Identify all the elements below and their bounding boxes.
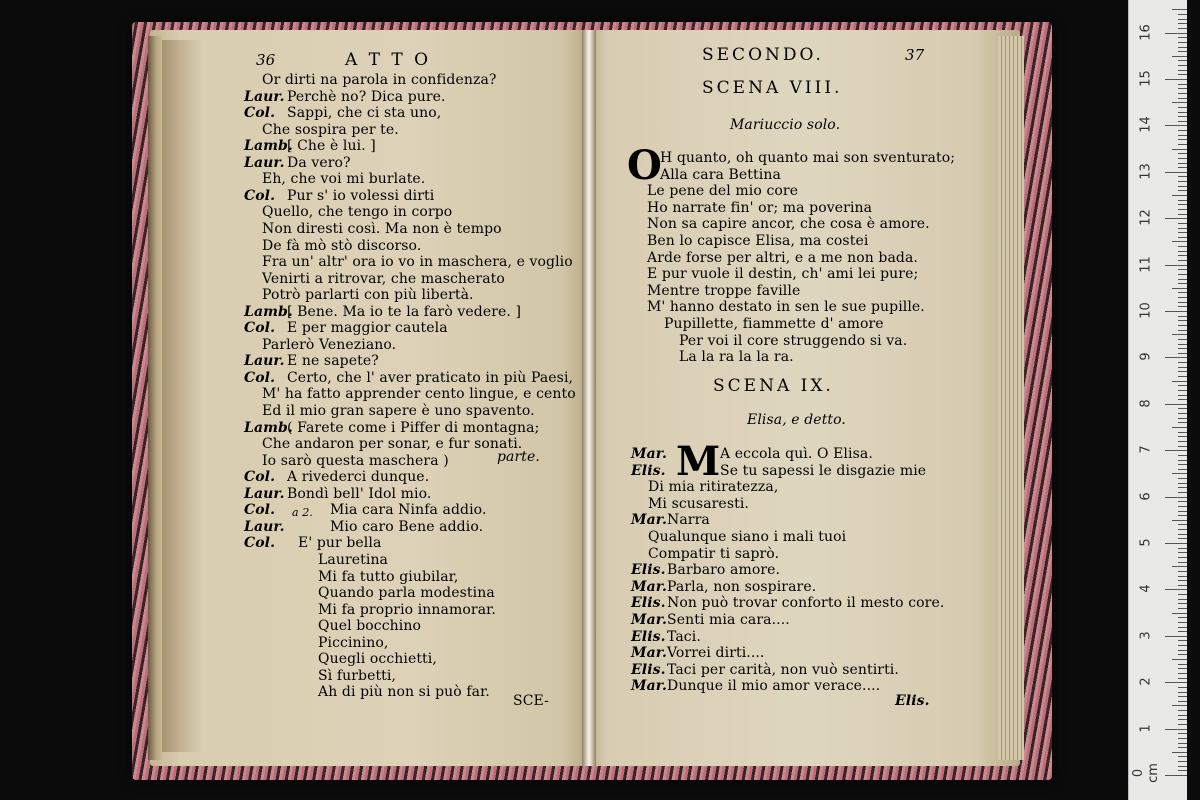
left-running-head: A T T O bbox=[345, 50, 432, 70]
verse-line: ( Farete come i Piffer di montagna; bbox=[287, 420, 540, 436]
speaker-label: Col. bbox=[244, 188, 276, 204]
verse-line: Mio caro Bene addio. bbox=[330, 519, 484, 535]
verse-line: Taci. bbox=[667, 629, 701, 645]
verse-line: [ Che è lui. ] bbox=[287, 138, 376, 154]
speaker-label: Mar. bbox=[631, 512, 667, 528]
speaker-label: Col. bbox=[244, 105, 276, 121]
verse-line: Se tu sapessi le disgazie mie bbox=[720, 463, 927, 479]
verse-line: Mi scusaresti. bbox=[648, 496, 749, 512]
a2-marker: a 2. bbox=[292, 506, 313, 519]
speaker-label: Mar. bbox=[631, 612, 667, 628]
verse-line: De fà mò stò discorso. bbox=[262, 238, 422, 254]
right-page-number: 37 bbox=[905, 46, 925, 64]
verse-line: A rivederci dunque. bbox=[287, 469, 430, 485]
verse-line: Qualunque siano i mali tuoi bbox=[648, 529, 847, 545]
verse-line: Barbaro amore. bbox=[667, 562, 781, 578]
verse-line: M' ha fatto apprender cento lingue, e cento bbox=[262, 386, 576, 402]
speaker-label: Mar. bbox=[631, 579, 667, 595]
speaker-label: Lamb. bbox=[244, 420, 293, 436]
scene-8-initial: O bbox=[627, 142, 662, 189]
speaker-label: Elis. bbox=[631, 595, 666, 611]
verse-line: Quel bocchino bbox=[318, 618, 422, 634]
ruler-number: 6 bbox=[1138, 491, 1154, 501]
verse-line: Alla cara Bettina bbox=[660, 167, 781, 183]
ruler-number: 12 bbox=[1138, 209, 1154, 226]
book-gutter bbox=[582, 30, 596, 766]
verse-line: Io sarò questa maschera ) bbox=[262, 453, 449, 469]
verse-line: Che andaron per sonar, e fur sonati. bbox=[262, 436, 523, 452]
speaker-label: Laur. bbox=[244, 353, 285, 369]
ruler-unit-label: 0 cm bbox=[1131, 763, 1161, 783]
right-running-head: SECONDO. bbox=[702, 45, 824, 65]
right-catchword: Elis. bbox=[895, 693, 930, 709]
scene-9-title: SCENA IX. bbox=[713, 376, 834, 396]
verse-line: Eh, che voi mi burlate. bbox=[262, 171, 426, 187]
page-stain bbox=[162, 40, 202, 752]
ruler-number: 9 bbox=[1138, 352, 1154, 362]
ruler-number: 2 bbox=[1138, 677, 1154, 686]
verse-line: Mia cara Ninfa addio. bbox=[330, 502, 487, 518]
verse-line: Bondì bell' Idol mio. bbox=[287, 486, 432, 502]
speaker-label: Col. bbox=[244, 535, 276, 551]
ruler-number: 16 bbox=[1138, 23, 1154, 41]
verse-line: Mi fa proprio innamorar. bbox=[318, 602, 496, 618]
verse-line: E pur vuole il destin, ch' ami lei pure; bbox=[647, 266, 919, 282]
ruler-number: 5 bbox=[1138, 538, 1154, 547]
ruler-number: 14 bbox=[1138, 116, 1154, 134]
verse-line: Potrò parlarti con più libertà. bbox=[262, 287, 474, 303]
verse-line: M' hanno destato in sen le sue pupille. bbox=[647, 299, 925, 315]
verse-line: Parlerò Veneziano. bbox=[262, 337, 397, 353]
verse-line: Non diresti così. Ma non è tempo bbox=[262, 221, 502, 237]
speaker-label: Laur. bbox=[244, 486, 285, 502]
verse-line: Narra bbox=[667, 512, 710, 528]
verse-line: Fra un' altr' ora io vo in maschera, e voglio bbox=[262, 254, 573, 270]
verse-line: Non sa capire ancor, che cosa è amore. bbox=[647, 216, 930, 232]
verse-line: A eccola quì. O Elisa. bbox=[720, 446, 873, 462]
ruler-number: 3 bbox=[1138, 631, 1154, 640]
speaker-label: Laur. bbox=[244, 519, 285, 535]
speaker-label: Elis. bbox=[631, 463, 666, 479]
verse-line: Di mia ritiratezza, bbox=[648, 479, 779, 495]
ruler-number: 10 bbox=[1138, 302, 1154, 319]
verse-line: Dunque il mio amor verace.... bbox=[667, 678, 881, 694]
measuring-ruler bbox=[1128, 0, 1187, 800]
verse-line: La la ra la la ra. bbox=[679, 349, 794, 365]
speaker-label: Col. bbox=[244, 502, 276, 518]
verse-line: Quando parla modestina bbox=[318, 585, 495, 601]
verse-line: Taci per carità, non vuò sentirti. bbox=[667, 662, 899, 678]
ruler-number: 8 bbox=[1138, 399, 1154, 408]
ruler-number: 11 bbox=[1138, 255, 1154, 273]
left-page-edge bbox=[148, 36, 162, 760]
ruler-number: 7 bbox=[1138, 445, 1154, 454]
speaker-label: Laur. bbox=[244, 155, 285, 171]
speaker-label: Elis. bbox=[631, 562, 666, 578]
verse-line: Ben lo capisce Elisa, ma costei bbox=[647, 233, 869, 249]
scene-8-title: SCENA VIII. bbox=[702, 78, 843, 98]
ruler-number: 13 bbox=[1138, 163, 1154, 180]
verse-line: Da vero? bbox=[287, 155, 351, 171]
speaker-label: Lamb. bbox=[244, 304, 293, 320]
verse-line: E per maggior cautela bbox=[287, 320, 448, 336]
verse-line: Arde forse per altri, e a me non bada. bbox=[647, 250, 918, 266]
speaker-label: Mar. bbox=[631, 446, 667, 462]
verse-line: Pur s' io volessi dirti bbox=[287, 188, 435, 204]
verse-line: H quanto, oh quanto mai son sventurato; bbox=[660, 150, 956, 166]
verse-line: Perchè no? Dica pure. bbox=[287, 89, 446, 105]
speaker-label: Col. bbox=[244, 469, 276, 485]
verse-line: Venirti a ritrovar, che mascherato bbox=[262, 271, 505, 287]
verse-line: Ho narrate fin' or; ma poverina bbox=[647, 200, 873, 216]
verse-line: Quegli occhietti, bbox=[318, 651, 437, 667]
verse-line: E' pur bella bbox=[298, 535, 382, 551]
ruler-number: 15 bbox=[1138, 70, 1154, 87]
verse-line: Vorrei dirti.... bbox=[667, 645, 765, 661]
speaker-label: Laur. bbox=[244, 89, 285, 105]
verse-line: Ah di più non si può far. bbox=[318, 684, 490, 700]
verse-line: Certo, che l' aver praticato in più Paesi, bbox=[287, 370, 574, 386]
verse-line: Pupillette, fiammette d' amore bbox=[664, 316, 884, 332]
verse-line: Che sospira per te. bbox=[262, 122, 399, 138]
verse-line: Or dirti na parola in confidenza? bbox=[262, 72, 497, 88]
speaker-label: Elis. bbox=[631, 662, 666, 678]
speaker-label: Col. bbox=[244, 370, 276, 386]
ruler-number: 1 bbox=[1138, 723, 1154, 733]
verse-line: Lauretina bbox=[318, 552, 389, 568]
verse-line: Ed il mio gran sapere è uno spavento. bbox=[262, 403, 535, 419]
verse-line: Parla, non sospirare. bbox=[667, 579, 817, 595]
verse-line: Le pene del mio core bbox=[647, 183, 799, 199]
verse-line: Non può trovar conforto il mesto core. bbox=[667, 595, 945, 611]
left-page-number: 36 bbox=[256, 51, 276, 69]
ruler-number: 4 bbox=[1138, 584, 1154, 594]
right-page-edge bbox=[998, 36, 1024, 760]
speaker-label: Mar. bbox=[631, 645, 667, 661]
speaker-label: Lamb. bbox=[244, 138, 293, 154]
verse-line: Mi fa tutto giubilar, bbox=[318, 569, 459, 585]
scene-9-initial: M bbox=[676, 438, 721, 485]
verse-line: [ Bene. Ma io te la farò vedere. ] bbox=[287, 304, 522, 320]
verse-line: Senti mia cara.... bbox=[667, 612, 790, 628]
left-catchword: SCE- bbox=[513, 693, 549, 709]
verse-line: Per voi il core struggendo si va. bbox=[679, 333, 908, 349]
stage-direction-parte: parte. bbox=[497, 449, 540, 465]
verse-line: Sì furbetti, bbox=[318, 668, 397, 684]
verse-line: Quello, che tengo in corpo bbox=[262, 204, 453, 220]
speaker-label: Col. bbox=[244, 320, 276, 336]
scene-8-subtitle: Mariuccio solo. bbox=[730, 117, 841, 133]
verse-line: Sappi, che ci sta uno, bbox=[287, 105, 442, 121]
verse-line: Piccinino, bbox=[318, 635, 389, 651]
verse-line: E ne sapete? bbox=[287, 353, 379, 369]
speaker-label: Mar. bbox=[631, 678, 667, 694]
verse-line: Mentre troppe faville bbox=[647, 283, 801, 299]
scene-9-subtitle: Elisa, e detto. bbox=[747, 412, 846, 428]
speaker-label: Elis. bbox=[631, 629, 666, 645]
verse-line: Compatir ti saprò. bbox=[648, 546, 780, 562]
